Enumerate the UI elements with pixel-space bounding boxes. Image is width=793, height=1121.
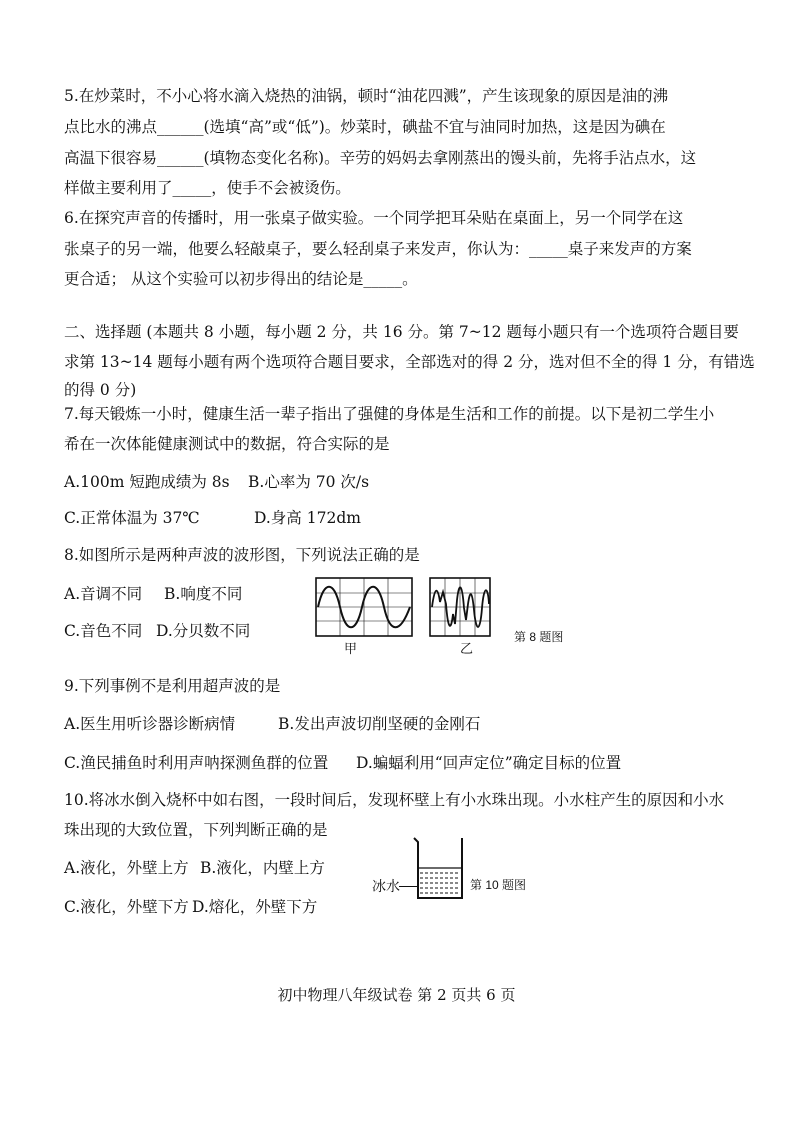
- q10-beaker-figure: [410, 834, 470, 904]
- q9-option-d: D.蝙蝠利用“回声定位”确定目标的位置: [356, 754, 622, 772]
- q7-option-b: B.心率为 70 次/s: [248, 473, 370, 491]
- q10-line-2: 珠出现的大致位置，下列判断正确的是: [64, 821, 328, 839]
- section2-line-1: 二、选择题 (本题共 8 小题，每小题 2 分，共 16 分。第 7~12 题每小题只有一个选项符合题目要: [64, 323, 739, 341]
- q7-line-1: 7.每天锻炼一小时，健康生活一辈子指出了强健的身体是生活和工作的前提。以下是初二学生小: [64, 405, 715, 423]
- q8-label-jia: 甲: [344, 641, 358, 656]
- q10-label-ice-water: 冰水: [372, 878, 400, 894]
- q5-line-2: 点比水的沸点______(选填“高”或“低”)。炒菜时，碘盐不宜与油同时加热，这是因为碘在: [64, 118, 666, 136]
- q8-waveform-figure: [312, 574, 512, 640]
- q8-option-a: A.音调不同: [64, 585, 143, 603]
- q10-option-a: A.液化，外壁上方: [64, 859, 189, 877]
- q8-stem: 8.如图所示是两种声波的波形图，下列说法正确的是: [64, 546, 420, 564]
- q10-label-pointer: [399, 886, 419, 887]
- q7-option-a: A.100m 短跑成绩为 8s: [64, 473, 230, 491]
- waveform-jia: [316, 578, 412, 636]
- q10-option-b: B.液化，内壁上方: [200, 859, 325, 877]
- q9-option-a: A.医生用听诊器诊断病情: [64, 715, 236, 733]
- q10-line-1: 10.将冰水倒入烧杯中如右图，一段时间后，发现杯壁上有小水珠出现。小水柱产生的原因和小水: [64, 791, 725, 809]
- section2-line-3: 的得 0 分): [64, 381, 137, 399]
- waveform-yi: [430, 578, 490, 636]
- q5-line-3: 高温下很容易______(填物态变化名称)。辛劳的妈妈去拿刚蒸出的馒头前，先将手沾点水，这: [64, 149, 697, 167]
- q9-option-b: B.发出声波切削坚硬的金刚石: [278, 715, 481, 733]
- q6-line-1: 6.在探究声音的传播时，用一张桌子做实验。一个同学把耳朵贴在桌面上，另一个同学在这: [64, 209, 684, 227]
- q8-figure-caption: 第 8 题图: [514, 630, 564, 644]
- q8-label-yi: 乙: [460, 641, 474, 656]
- q10-option-c: C.液化，外壁下方: [64, 898, 189, 916]
- q7-line-2: 希在一次体能健康测试中的数据，符合实际的是: [64, 435, 390, 453]
- q6-line-3: 更合适； 从这个实验可以初步得出的结论是_____。: [64, 270, 418, 288]
- q10-figure-caption: 第 10 题图: [470, 878, 527, 892]
- q7-option-c: C.正常体温为 37℃: [64, 509, 200, 527]
- q9-option-c: C.渔民捕鱼时利用声呐探测鱼群的位置: [64, 754, 329, 772]
- q10-option-d: D.熔化，外壁下方: [192, 898, 318, 916]
- q6-line-2: 张桌子的另一端，他要么轻敲桌子，要么轻刮桌子来发声，你认为：_____桌子来发声的方案: [64, 240, 692, 258]
- q8-option-c: C.音色不同: [64, 622, 143, 640]
- q8-option-d: D.分贝数不同: [156, 622, 251, 640]
- section2-line-2: 求第 13~14 题每小题有两个选项符合题目要求，全部选对的得 2 分，选对但不全的得 1 分，有错选: [64, 353, 755, 371]
- q8-option-b: B.响度不同: [164, 585, 243, 603]
- q5-line-1: 5.在炒菜时，不小心将水滴入烧热的油锅，顿时“油花四溅”，产生该现象的原因是油的沸: [64, 87, 669, 105]
- q7-option-d: D.身高 172dm: [254, 509, 361, 527]
- page-footer: 初中物理八年级试卷 第 2 页共 6 页: [277, 986, 516, 1004]
- q5-line-4: 样做主要利用了_____，使手不会被烫伤。: [64, 179, 351, 197]
- q9-stem: 9.下列事例不是利用超声波的是: [64, 677, 281, 695]
